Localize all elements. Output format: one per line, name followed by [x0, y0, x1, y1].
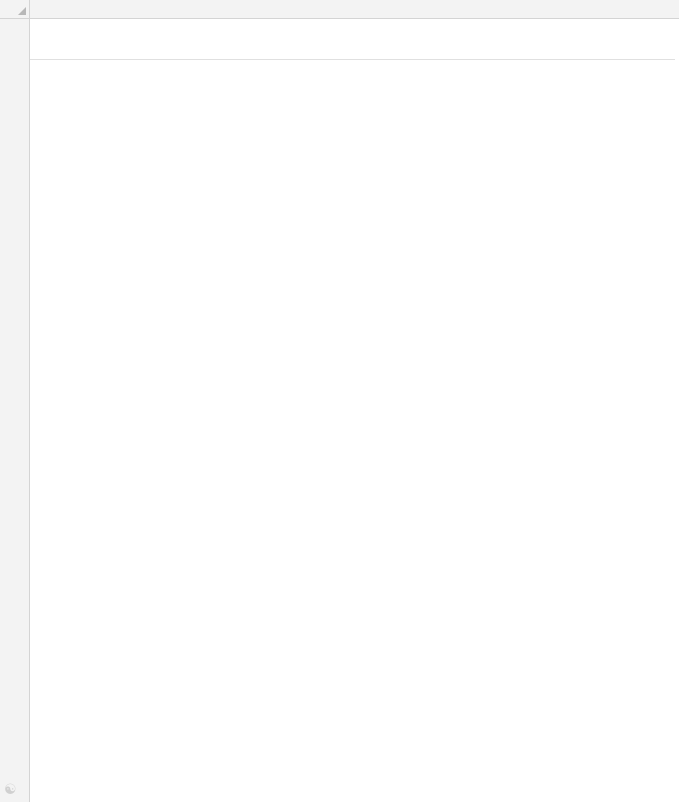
select-all-corner[interactable]: [0, 0, 30, 18]
row-header-strip: [0, 19, 30, 802]
watermark: [4, 782, 20, 798]
watermark-logo-icon: ☯: [4, 782, 18, 798]
sheet-grid: [30, 19, 679, 802]
column-header-bar: [0, 0, 679, 19]
select-all-triangle-icon: [18, 7, 26, 15]
column-header-a[interactable]: [30, 0, 679, 18]
title-row[interactable]: [30, 19, 675, 60]
